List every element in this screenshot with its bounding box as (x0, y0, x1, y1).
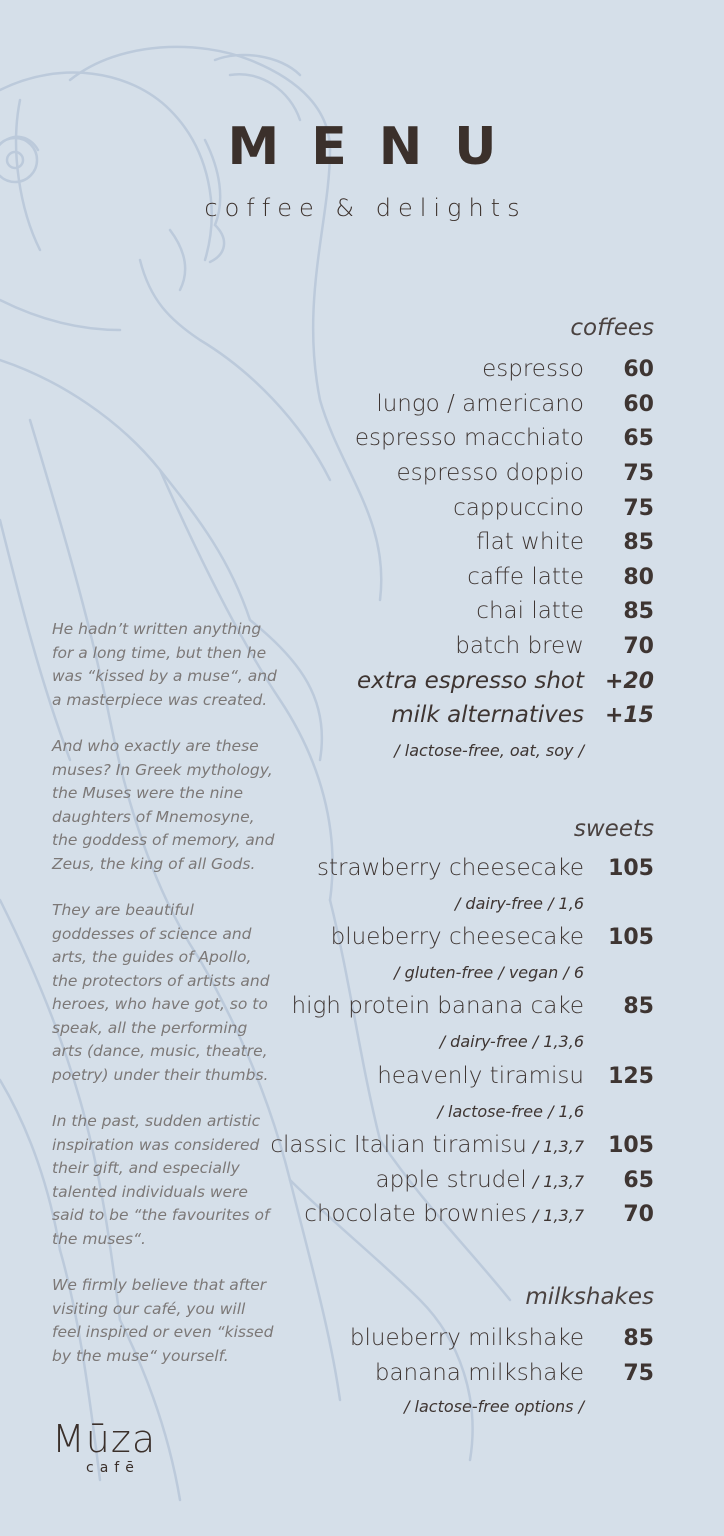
milk-alternatives-note: / lactose-free, oat, soy / (394, 741, 584, 760)
menu-subtitle: coffee & delights (204, 194, 527, 222)
item-price: 70 (623, 1202, 654, 1227)
story-paragraph: And who exactly are these muses? In Greek mythology, the Muses were the nine daughters of Mnemosyne, the goddess of memory, and Zeus, the king of all Gods. (52, 737, 275, 873)
item-price: 105 (608, 1133, 654, 1158)
item-name: classic Italian tiramisu (270, 1132, 527, 1158)
item-price: 85 (623, 1326, 654, 1351)
logo-sub: cafē (86, 1460, 140, 1476)
item-name: blueberry cheesecake (330, 924, 584, 950)
item-name: flat white (476, 529, 584, 555)
menu-item (204, 495, 654, 529)
item-name: espresso (482, 356, 584, 382)
item-note: / 1,3,7 (532, 1206, 584, 1225)
muse-story (52, 618, 277, 1391)
story-paragraph: We firmly believe that after visiting our café, you will feel inspired or even “kissed by the muse“ yourself. (52, 1276, 274, 1365)
item-price: 75 (623, 461, 654, 486)
item-price: 105 (608, 856, 654, 881)
item-price: 65 (623, 1168, 654, 1193)
item-price: 85 (623, 530, 654, 555)
menu-item (204, 356, 654, 390)
item-note: / dairy-free / 1,6 (454, 894, 584, 913)
item-note: / 1,3,7 (532, 1137, 584, 1156)
item-name: high protein banana cake (291, 993, 584, 1019)
menu-item (204, 425, 654, 459)
item-name: lungo / americano (376, 391, 584, 417)
item-price: 75 (623, 1361, 654, 1386)
logo-name: Mūza (52, 1417, 157, 1461)
milkshakes-heading: milkshakes (525, 1284, 654, 1310)
item-name: espresso macchiato (354, 425, 584, 451)
extra-name: extra espresso shot (357, 668, 584, 694)
coffees-heading: coffees (570, 315, 654, 341)
item-price: 65 (623, 426, 654, 451)
item-note: / 1,3,7 (532, 1172, 584, 1191)
menu-item (204, 391, 654, 425)
item-name: blueberry milkshake (349, 1325, 584, 1351)
story-paragraph: They are beautiful goddesses of science and arts, the guides of Apollo, the protectors of artists and heroes, who have got, so to speak, all the performing arts (dance, music, theatre, poetry) under their thumbs. (52, 901, 270, 1084)
story-paragraph: In the past, sudden artistic inspiration was considered their gift, and especially talented individuals were said to be “the favourites of the muses“. (52, 1112, 270, 1248)
item-name: strawberry cheesecake (317, 855, 584, 881)
item-price: 80 (623, 565, 654, 590)
item-name: heavenly tiramisu (377, 1063, 584, 1089)
menu-item (204, 460, 654, 494)
menu-title: MENU (227, 117, 529, 177)
sweets-heading: sweets (573, 816, 654, 842)
muza-logo (52, 1417, 182, 1476)
item-note: / dairy-free / 1,3,6 (439, 1032, 584, 1051)
item-price: 85 (623, 599, 654, 624)
extra-name: milk alternatives (391, 702, 584, 728)
item-price: 70 (623, 634, 654, 659)
item-name: caffe latte (467, 564, 584, 590)
item-price: 60 (623, 392, 654, 417)
item-note: / lactose-free / 1,6 (437, 1102, 584, 1121)
item-price: 60 (623, 357, 654, 382)
item-name: espresso doppio (396, 460, 584, 486)
menu-item (204, 529, 654, 563)
extra-price: +15 (604, 703, 654, 728)
item-price: 75 (623, 496, 654, 521)
item-name: chai latte (476, 598, 584, 624)
item-name: apple strudel (375, 1167, 527, 1193)
item-name: chocolate brownies (304, 1201, 527, 1227)
item-price: 125 (608, 1064, 654, 1089)
item-note: / gluten-free / vegan / 6 (394, 963, 584, 982)
milkshakes-note: / lactose-free options / (404, 1397, 584, 1416)
extra-price: +20 (604, 669, 654, 694)
item-price: 85 (623, 994, 654, 1019)
item-price: 105 (608, 925, 654, 950)
item-name: cappuccino (453, 495, 584, 521)
menu-item (204, 564, 654, 598)
story-paragraph: He hadn’t written anything for a long time, but then he was “kissed by a muse“, and a masterpiece was created. (52, 620, 277, 709)
item-name: banana milkshake (374, 1360, 584, 1386)
item-name: batch brew (455, 633, 584, 659)
